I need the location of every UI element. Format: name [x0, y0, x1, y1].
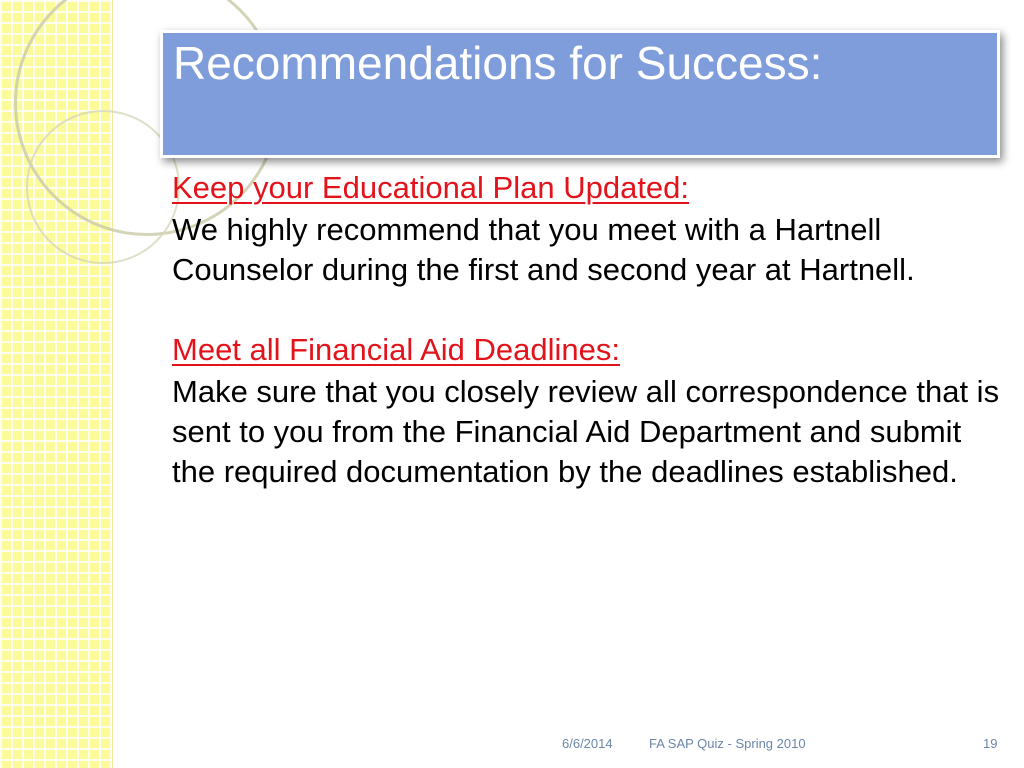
section-heading-educational-plan: Keep your Educational Plan Updated:	[172, 170, 690, 205]
slide-title: Recommendations for Success:	[173, 37, 823, 89]
footer-title: FA SAP Quiz - Spring 2010	[649, 736, 806, 751]
decorative-circle-small	[26, 110, 180, 264]
slide-content	[172, 168, 1002, 492]
section-heading-financial-aid: Meet all Financial Aid Deadlines:	[172, 332, 621, 367]
footer-date: 6/6/2014	[562, 736, 613, 751]
title-banner	[160, 30, 1000, 158]
section-spacer	[172, 290, 1002, 330]
section-body-educational-plan: We highly recommend that you meet with a Hartnell Counselor during the first and second year at Hartnell.	[172, 212, 915, 287]
section-body-financial-aid: Make sure that you closely review all correspondence that is sent to you from the Financial Aid Department and submit the required documentation by the deadlines established.	[172, 374, 1000, 489]
slide-number: 19	[983, 736, 998, 751]
